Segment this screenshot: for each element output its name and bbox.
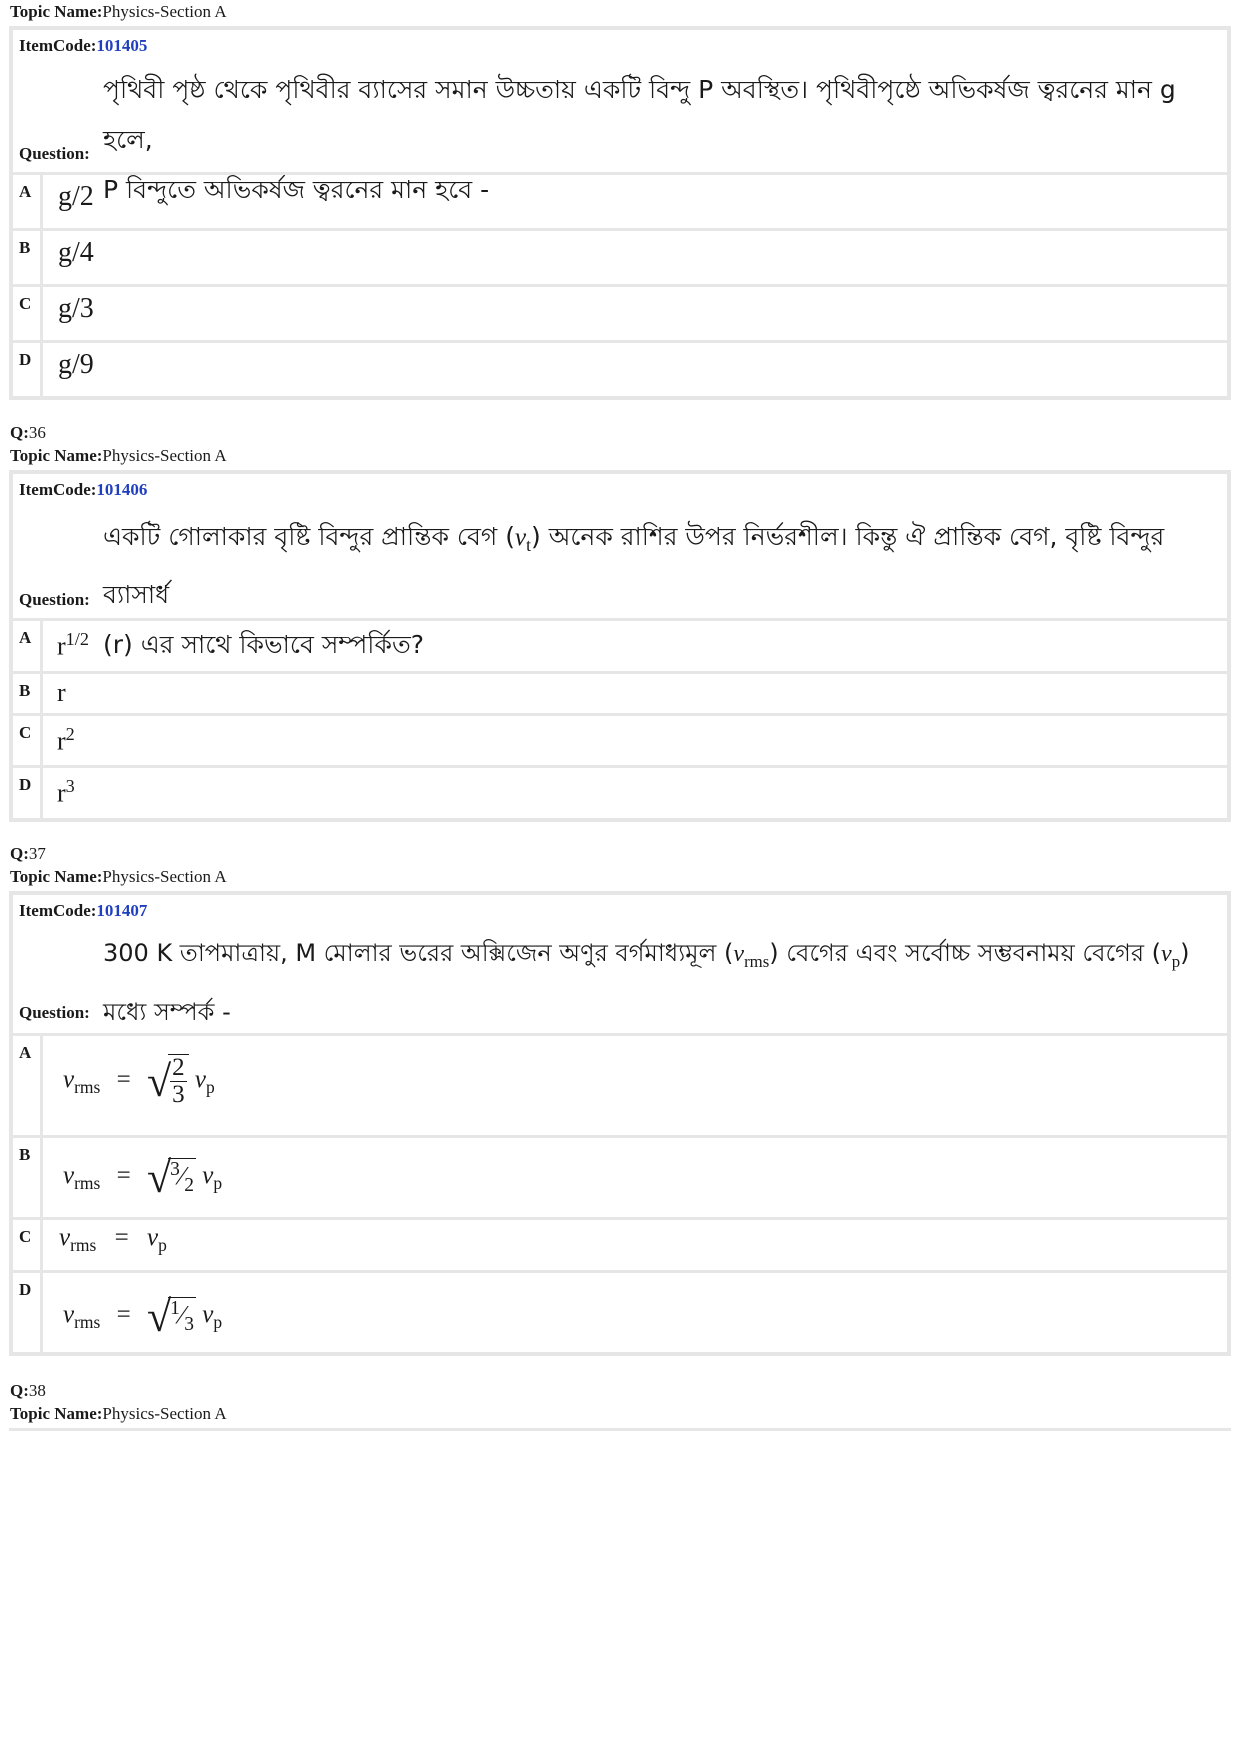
- itemcode: ItemCode:101407: [19, 901, 148, 920]
- q36-number: Q:36: [10, 423, 46, 442]
- option-value: $v_{rms}$ = $√^3⁄_2$ $v_p$: [63, 1153, 223, 1202]
- option-value: $v_{rms} = v_p$: [59, 1224, 167, 1255]
- question-text: 300 K তাপমাত্রায়, M মোলার ভরের অক্সিজেন অণুর বর্গমাধ্যমূল $(v_{rms})$ বেগের এবং সর্বোচ্চ সম্ভবনাময় বেগের $(v_p)$ মধ্যে সম্পর্ক -: [103, 939, 1190, 1026]
- option-value: g/2: [58, 181, 94, 212]
- option-label: C: [19, 1227, 32, 1246]
- option-value: $r^{1/2}$: [57, 629, 89, 661]
- q36-topic: Topic Name:Physics-Section A: [10, 446, 227, 465]
- question-label: Question:: [19, 1003, 90, 1022]
- question-label: Question:: [19, 590, 90, 609]
- option-row-c[interactable]: [13, 284, 1227, 340]
- itemcode: ItemCode:101405: [19, 36, 148, 55]
- option-value: g/4: [58, 237, 94, 268]
- option-row-b[interactable]: [13, 1135, 1227, 1217]
- itemcode: ItemCode:101406: [19, 480, 148, 499]
- option-label: B: [19, 238, 31, 257]
- option-row-d[interactable]: [13, 765, 1227, 819]
- option-row-b[interactable]: [13, 228, 1227, 284]
- q35-topic: Topic Name:Physics-Section A: [10, 2, 227, 21]
- q38-topic: Topic Name:Physics-Section A: [10, 1404, 227, 1423]
- q38-number: Q:38: [10, 1381, 46, 1400]
- option-value: r: [57, 678, 66, 707]
- q37-topic: Topic Name:Physics-Section A: [10, 867, 227, 886]
- option-value: $r^3$: [57, 776, 75, 808]
- option-label: A: [19, 1043, 32, 1062]
- option-row-a[interactable]: [13, 618, 1227, 671]
- option-row-d[interactable]: [13, 1270, 1227, 1352]
- option-value: $v_{rms}$ = $√^1⁄_3$ $v_p$: [63, 1292, 223, 1341]
- question-text: একটি গোলাকার বৃষ্টি বিন্দুর প্রান্তিক বেগ $(v_t)$ অনেক রাশির উপর নির্ভরশীল। কিন্তু ঐ প্রান্তিক বেগ, বৃষ্টি বিন্দুর ব্যাসার্ধ (r) এর সাথে কিভাবে সম্পর্কিত?: [103, 522, 1165, 659]
- option-value: g/3: [58, 293, 94, 324]
- question-cell: [13, 895, 1227, 1033]
- option-label: C: [19, 294, 32, 313]
- divider: [9, 1428, 1231, 1431]
- option-row-b[interactable]: [13, 671, 1227, 713]
- option-label: B: [19, 681, 31, 700]
- q37-block: [9, 891, 1231, 1356]
- question-text: পৃথিবী পৃষ্ঠ থেকে পৃথিবীর ব্যাসের সমান উচ্চতায় একটি বিন্দু P অবস্থিত। পৃথিবীপৃষ্ঠে অভিকর্ষজ ত্বরনের মান g হলে, P বিন্দুতে অভিকর্ষজ ত্বরনের মান হবে -: [103, 75, 1176, 204]
- question-label: Question:: [19, 144, 90, 163]
- option-label: A: [19, 628, 32, 647]
- option-row-c[interactable]: [13, 1217, 1227, 1270]
- option-value: $v_{rms}$ = √ $\frac{2}{3}$ $v_p$: [63, 1054, 215, 1109]
- option-value: $r^2$: [57, 724, 75, 756]
- option-row-c[interactable]: [13, 713, 1227, 765]
- option-label: A: [19, 182, 32, 201]
- option-value: g/9: [58, 349, 94, 380]
- option-label: B: [19, 1145, 31, 1164]
- option-row-a[interactable]: [13, 1033, 1227, 1135]
- option-label: D: [19, 775, 32, 794]
- option-row-d[interactable]: [13, 340, 1227, 396]
- option-label: D: [19, 1280, 32, 1299]
- option-row-a[interactable]: [13, 172, 1227, 228]
- option-label: D: [19, 350, 32, 369]
- q36-block: [9, 470, 1231, 822]
- q35-block: [9, 26, 1231, 400]
- q37-number: Q:37: [10, 844, 46, 863]
- option-label: C: [19, 723, 32, 742]
